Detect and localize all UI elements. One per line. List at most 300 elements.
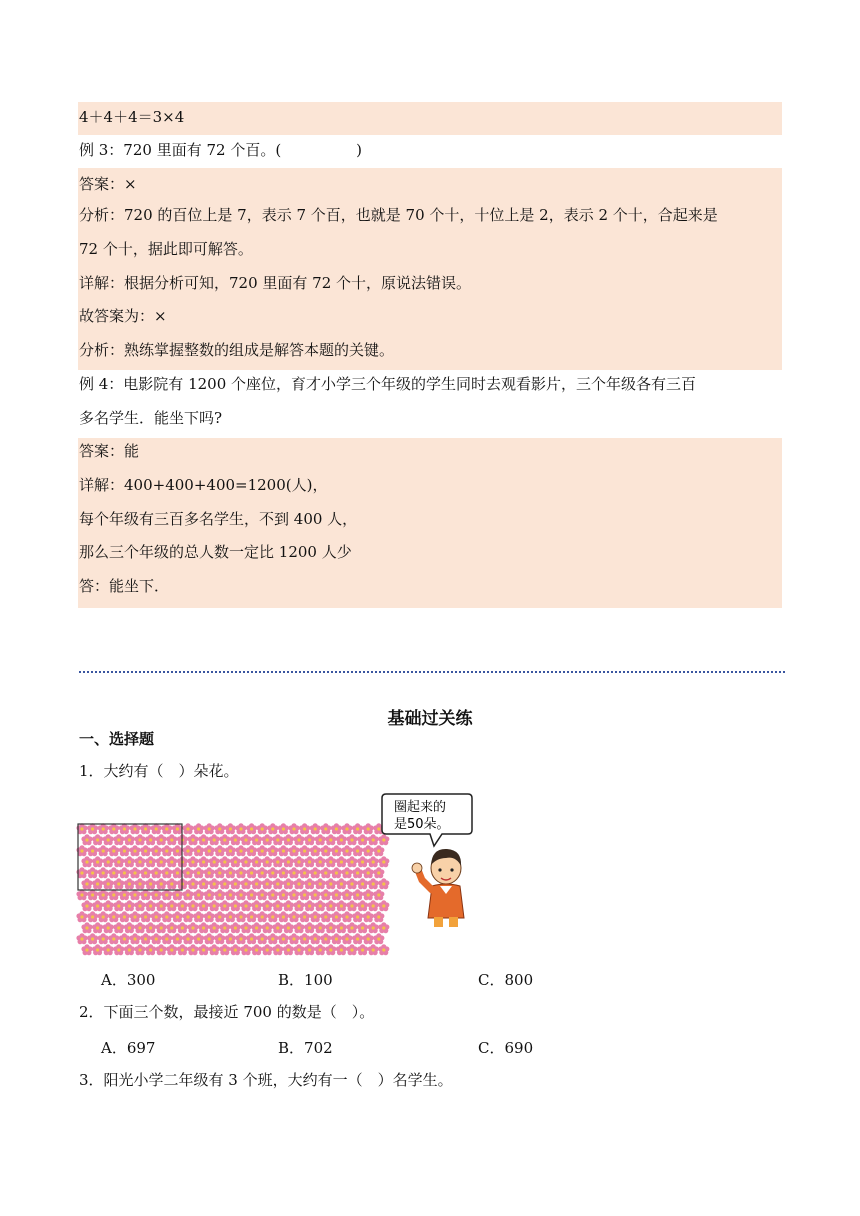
flower [235, 845, 246, 856]
flower [288, 845, 299, 856]
flower [304, 944, 315, 955]
flower [187, 834, 198, 845]
flower [341, 933, 352, 944]
q2-option-a: A．697 [101, 1039, 156, 1057]
flower [166, 900, 177, 911]
flower [341, 867, 352, 878]
flower [161, 867, 172, 878]
flower [299, 845, 310, 856]
flower [177, 944, 188, 955]
flower [278, 845, 289, 856]
flower [103, 878, 114, 889]
flower [119, 889, 130, 900]
flower [299, 889, 310, 900]
flower [246, 823, 257, 834]
flower [161, 933, 172, 944]
flower [278, 889, 289, 900]
flower [240, 856, 251, 867]
flower [240, 900, 251, 911]
flower [204, 911, 215, 922]
flower [108, 823, 119, 834]
speech-bubble-line-2: 是50朵。 [394, 817, 450, 832]
flower [134, 944, 145, 955]
flower [198, 922, 209, 933]
flower [151, 845, 162, 856]
flower [357, 900, 368, 911]
flower [310, 867, 321, 878]
flower [283, 878, 294, 889]
flower [87, 823, 98, 834]
flower [113, 900, 124, 911]
flower [81, 834, 92, 845]
flower [172, 889, 183, 900]
flower [145, 900, 156, 911]
flower [257, 889, 268, 900]
flower [336, 944, 347, 955]
flower [336, 922, 347, 933]
flower [257, 845, 268, 856]
flower [204, 823, 215, 834]
flower [315, 856, 326, 867]
flower [119, 911, 130, 922]
flower [299, 823, 310, 834]
flower [357, 856, 368, 867]
flower [219, 856, 230, 867]
flower [267, 889, 278, 900]
flower [320, 823, 331, 834]
flower [209, 900, 220, 911]
flower [129, 823, 140, 834]
practice-title: 基础过关练 [387, 709, 473, 729]
flower [209, 922, 220, 933]
flower [81, 856, 92, 867]
flower [182, 823, 193, 834]
flower [81, 878, 92, 889]
flower [204, 845, 215, 856]
flower [108, 933, 119, 944]
boy-illustration [380, 790, 480, 935]
flower [108, 911, 119, 922]
flower [272, 922, 283, 933]
flower [161, 889, 172, 900]
flower [214, 823, 225, 834]
flower [124, 922, 135, 933]
flower [278, 911, 289, 922]
flower [251, 878, 262, 889]
flower [219, 878, 230, 889]
flower [214, 911, 225, 922]
flower [98, 823, 109, 834]
flower [87, 911, 98, 922]
question-2: 2．下面三个数，最接近 700 的数是（ ）。 [79, 1003, 375, 1021]
flower [262, 856, 273, 867]
flower [129, 867, 140, 878]
flower [257, 933, 268, 944]
flower [283, 944, 294, 955]
example-3-detail: 详解：根据分析可知，720 里面有 72 个十，原说法错误。 [79, 274, 472, 292]
flower [166, 922, 177, 933]
flower [315, 944, 326, 955]
flower [257, 867, 268, 878]
flower [331, 933, 342, 944]
flower [129, 933, 140, 944]
flower [235, 889, 246, 900]
flower [267, 845, 278, 856]
flower [278, 933, 289, 944]
flower [304, 834, 315, 845]
flower [315, 900, 326, 911]
flower [235, 823, 246, 834]
flower [310, 845, 321, 856]
flower [113, 834, 124, 845]
flower [166, 878, 177, 889]
flower [166, 944, 177, 955]
flower [251, 834, 262, 845]
flower [204, 933, 215, 944]
flower [166, 856, 177, 867]
flower [230, 922, 241, 933]
flower [325, 834, 336, 845]
flower [341, 823, 352, 834]
equation-line: 4＋4＋4＝3×4 [79, 108, 185, 126]
flower [262, 834, 273, 845]
flower [113, 922, 124, 933]
flower [187, 944, 198, 955]
flower [134, 900, 145, 911]
question-1: 1．大约有（ ）朵花。 [79, 762, 239, 780]
flower [219, 834, 230, 845]
flower [151, 889, 162, 900]
highlight-block-2 [78, 168, 782, 370]
flower [108, 845, 119, 856]
example-4-detail-4: 答：能坐下． [79, 577, 170, 595]
flower [140, 933, 151, 944]
flower [98, 889, 109, 900]
flower [325, 878, 336, 889]
flower [283, 834, 294, 845]
flower [182, 933, 193, 944]
flower [193, 911, 204, 922]
flower [325, 856, 336, 867]
flower [352, 823, 363, 834]
flower [346, 944, 357, 955]
flower [283, 922, 294, 933]
q1-option-c: C．800 [478, 971, 534, 989]
flower [230, 900, 241, 911]
flower [278, 867, 289, 878]
flower [346, 878, 357, 889]
flower [156, 856, 167, 867]
flower [278, 823, 289, 834]
flower [145, 944, 156, 955]
flower [81, 944, 92, 955]
flower [352, 889, 363, 900]
flower [267, 823, 278, 834]
flower [172, 911, 183, 922]
flower [151, 867, 162, 878]
flower [124, 834, 135, 845]
flower [341, 845, 352, 856]
flower [336, 900, 347, 911]
flower [246, 867, 257, 878]
example-4-detail-1: 详解：400+400+400=1200(人)， [79, 476, 328, 494]
flower [151, 911, 162, 922]
flower [161, 823, 172, 834]
flower [251, 900, 262, 911]
flower [378, 944, 389, 955]
flower [230, 834, 241, 845]
flower [363, 867, 374, 878]
flower [156, 878, 167, 889]
flower [182, 845, 193, 856]
flower [156, 834, 167, 845]
flower [325, 944, 336, 955]
flower [145, 878, 156, 889]
flower [331, 823, 342, 834]
flower [262, 922, 273, 933]
flower [304, 856, 315, 867]
example-4-detail-2: 每个年级有三百多名学生，不到 400 人， [79, 510, 358, 528]
flower [293, 856, 304, 867]
flower [251, 944, 262, 955]
flower [103, 944, 114, 955]
flower [368, 834, 379, 845]
flower [325, 922, 336, 933]
flower [299, 933, 310, 944]
flower [134, 878, 145, 889]
flower [336, 834, 347, 845]
flower [87, 889, 98, 900]
flower [257, 823, 268, 834]
flower [299, 911, 310, 922]
flower [262, 900, 273, 911]
flower [193, 845, 204, 856]
flower [172, 845, 183, 856]
flower [124, 944, 135, 955]
flower [182, 889, 193, 900]
flower [98, 933, 109, 944]
flower [198, 900, 209, 911]
flower [81, 922, 92, 933]
flower [204, 867, 215, 878]
flower [283, 856, 294, 867]
flower [257, 911, 268, 922]
flower [92, 900, 103, 911]
flower [293, 900, 304, 911]
flower [145, 922, 156, 933]
flower [310, 911, 321, 922]
flower [193, 823, 204, 834]
flower [320, 845, 331, 856]
flower [315, 878, 326, 889]
flower [225, 823, 236, 834]
flower [262, 878, 273, 889]
flower [357, 878, 368, 889]
flower [315, 922, 326, 933]
flower [193, 933, 204, 944]
flower [235, 867, 246, 878]
flower [368, 856, 379, 867]
flower [140, 889, 151, 900]
flower [357, 944, 368, 955]
flower [262, 944, 273, 955]
flower [363, 889, 374, 900]
flower [119, 823, 130, 834]
flower [182, 867, 193, 878]
flower [368, 878, 379, 889]
flower [341, 889, 352, 900]
example-4-answer: 答案：能 [79, 442, 140, 460]
flower [172, 867, 183, 878]
flower [156, 944, 167, 955]
flower [134, 856, 145, 867]
flower [161, 845, 172, 856]
flower [230, 878, 241, 889]
flower [193, 867, 204, 878]
flower [272, 900, 283, 911]
flower [108, 889, 119, 900]
flower [87, 845, 98, 856]
flower [357, 834, 368, 845]
flower [363, 845, 374, 856]
flower [331, 867, 342, 878]
flower [209, 834, 220, 845]
flower [352, 845, 363, 856]
flower [225, 845, 236, 856]
flower [310, 889, 321, 900]
q1-option-b: B．100 [278, 971, 333, 989]
flower [246, 933, 257, 944]
flower [336, 878, 347, 889]
flower [103, 922, 114, 933]
flower [187, 878, 198, 889]
example-4-question-1: 例 4：电影院有 1200 个座位，育才小学三个年级的学生同时去观看影片，三个年级各有三百 [79, 375, 697, 393]
flower [304, 900, 315, 911]
flower [225, 867, 236, 878]
flower [320, 889, 331, 900]
flower [214, 845, 225, 856]
flower [331, 889, 342, 900]
flower [198, 944, 209, 955]
flower [177, 900, 188, 911]
flower [113, 856, 124, 867]
flower [166, 834, 177, 845]
flower [272, 834, 283, 845]
flower [304, 922, 315, 933]
example-3-final: 故答案为：× [79, 307, 167, 325]
flower [331, 845, 342, 856]
flower [368, 944, 379, 955]
flower [219, 900, 230, 911]
flower [145, 856, 156, 867]
flower [140, 845, 151, 856]
flower [267, 933, 278, 944]
flower [119, 867, 130, 878]
flower [320, 867, 331, 878]
flower [240, 922, 251, 933]
flower [182, 911, 193, 922]
flower [87, 933, 98, 944]
example-3-answer: 答案：× [79, 175, 137, 193]
flower [310, 823, 321, 834]
flower [140, 823, 151, 834]
flower [246, 889, 257, 900]
flower [204, 889, 215, 900]
flower [293, 944, 304, 955]
flower [214, 933, 225, 944]
flower [92, 878, 103, 889]
flower [151, 823, 162, 834]
flower [230, 944, 241, 955]
flower [81, 900, 92, 911]
flower [219, 922, 230, 933]
flower [293, 922, 304, 933]
question-3: 3．阳光小学二年级有 3 个班，大约有一（ ）名学生。 [79, 1071, 453, 1089]
flower [320, 911, 331, 922]
flower [214, 867, 225, 878]
flower [198, 834, 209, 845]
flower [129, 911, 140, 922]
flower [288, 889, 299, 900]
flower [352, 911, 363, 922]
speech-bubble-line-1: 圈起来的 [394, 800, 447, 815]
flower [299, 867, 310, 878]
flower [363, 933, 374, 944]
flower [172, 823, 183, 834]
flower [235, 911, 246, 922]
flower [272, 878, 283, 889]
flower [288, 867, 299, 878]
flower [293, 834, 304, 845]
flower [288, 823, 299, 834]
flower [368, 922, 379, 933]
flower [209, 878, 220, 889]
flower [251, 856, 262, 867]
example-4-question-2: 多名学生．能坐下吗? [79, 409, 223, 427]
flower [76, 933, 87, 944]
flower [98, 845, 109, 856]
flower [113, 878, 124, 889]
flower [267, 911, 278, 922]
flower [145, 834, 156, 845]
example-3-analysis-3: 分析：熟练掌握整数的组成是解答本题的关键。 [79, 341, 395, 359]
flower [161, 911, 172, 922]
flower [304, 878, 315, 889]
flower [124, 878, 135, 889]
flower [283, 900, 294, 911]
flower [246, 911, 257, 922]
flower [293, 878, 304, 889]
flower [129, 845, 140, 856]
flower [363, 911, 374, 922]
flower [352, 867, 363, 878]
flower [172, 933, 183, 944]
flower [225, 933, 236, 944]
example-3-analysis-2: 72 个十，据此即可解答。 [79, 240, 253, 258]
flower [235, 933, 246, 944]
flower [267, 867, 278, 878]
flower [209, 856, 220, 867]
example-4-detail-3: 那么三个年级的总人数一定比 1200 人少 [79, 543, 352, 561]
flower [346, 834, 357, 845]
flower [363, 823, 374, 834]
flower [352, 933, 363, 944]
flower [177, 922, 188, 933]
flower [214, 889, 225, 900]
flower [346, 922, 357, 933]
flower [92, 922, 103, 933]
flower [198, 878, 209, 889]
